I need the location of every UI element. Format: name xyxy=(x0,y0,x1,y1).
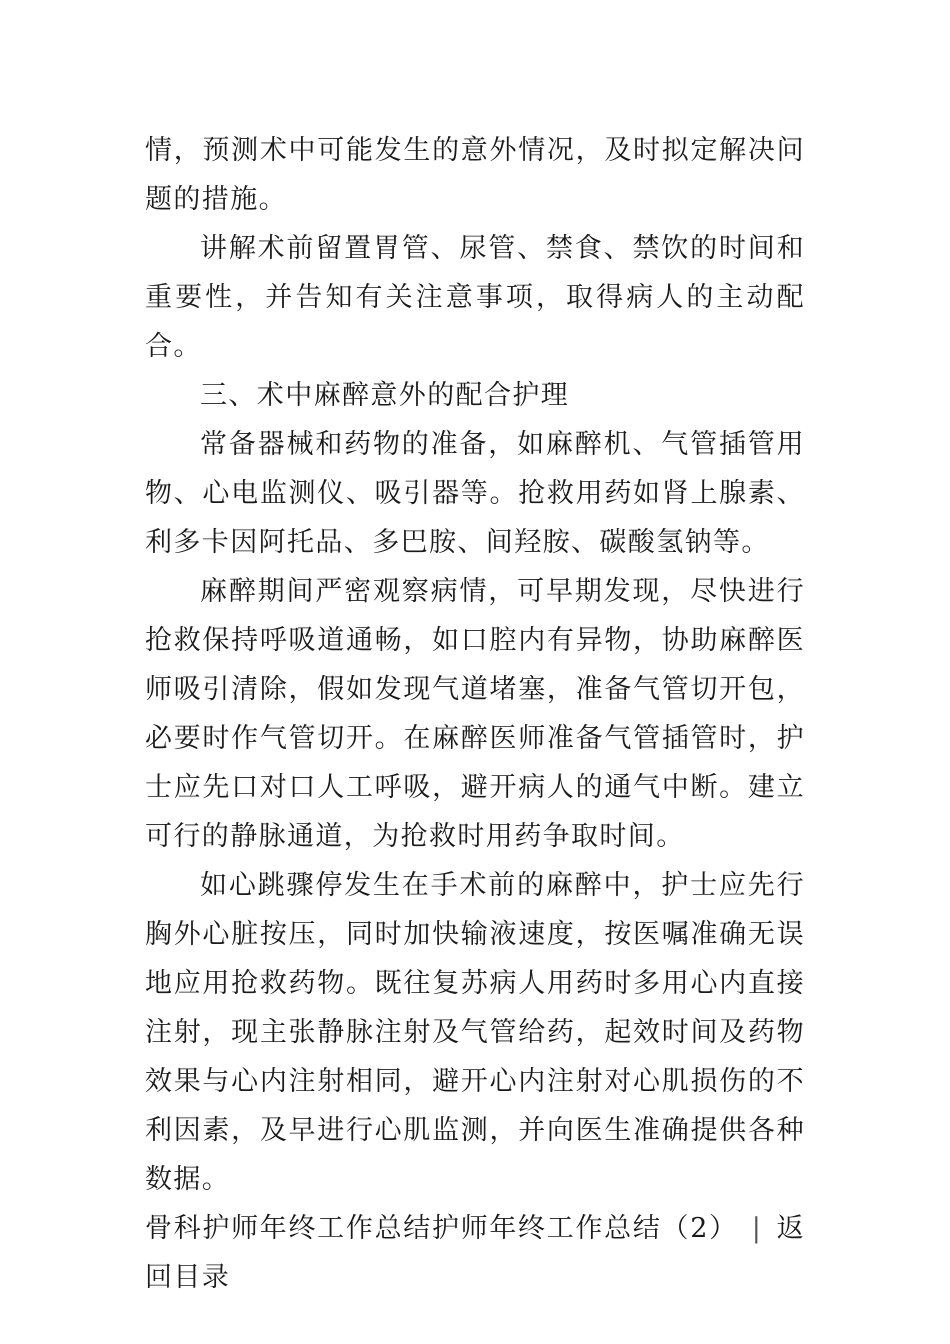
paragraph-cardiac-arrest: 如心跳骤停发生在手术前的麻醉中，护士应先行胸外心脏按压，同时加快输液速度，按医嘱准确无误地应用抢救药物。既往复苏病人用药时多用心内直接注射，现主张静脉注射及气管给药，起效时间及药物效果与心内注射相同，避开心内注射对心肌损伤的不利因素，及早进行心肌监测，并向医生准确提供各种数据。 xyxy=(145,870,805,1195)
separator: | xyxy=(751,1213,763,1244)
paragraph-observation: 麻醉期间严密观察病情，可早期发现，尽快进行抢救保持呼吸道通畅，如口腔内有异物，协助麻醉医师吸引清除，假如发现气道堵塞，准备气管切开包，必要时作气管切开。在麻醉医师准备气管插管时，护士应先口对口人工呼吸，避开病人的通气中断。建立可行的静脉通道，为抢救时用药争取时间。 xyxy=(145,576,805,852)
section-heading: 三、术中麻醉意外的配合护理 xyxy=(200,380,570,411)
related-article-link[interactable]: 骨科护师年终工作总结护师年终工作总结（2） xyxy=(145,1213,738,1244)
paragraph-preop-explanation: 讲解术前留置胃管、尿管、禁食、禁饮的时间和重要性，并告知有关注意事项，取得病人的主动配合。 xyxy=(145,233,805,362)
paragraph-equipment: 常备器械和药物的准备，如麻醉机、气管插管用物、心电监测仪、吸引器等。抢救用药如肾上腺素、利多卡因阿托品、多巴胺、间羟胺、碳酸氢钠等。 xyxy=(145,429,805,558)
back-to-toc-link[interactable]: 返回目录 xyxy=(145,1213,805,1293)
paragraph-continuation: 情，预测术中可能发生的意外情况，及时拟定解决问题的措施。 xyxy=(145,135,805,215)
footer-navigation xyxy=(145,1204,805,1302)
document-page xyxy=(145,126,805,1302)
